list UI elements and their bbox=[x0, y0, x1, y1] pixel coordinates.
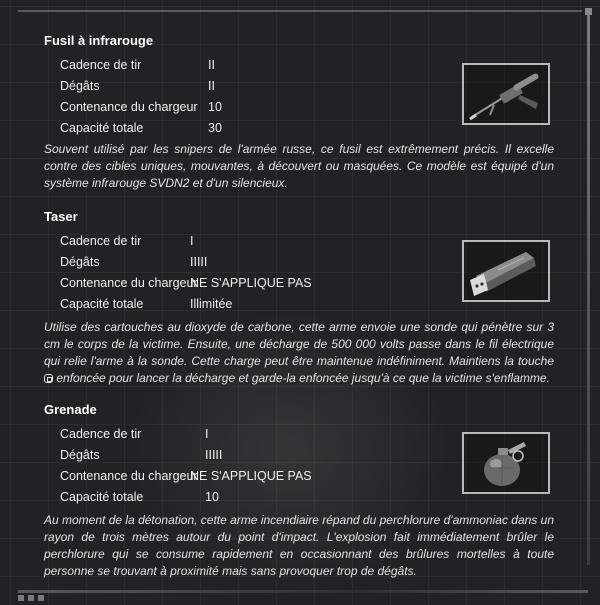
weapon-description: Souvent utilisé par les snipers de l'armée russe, ce fusil est extrêmement précis. Il excelle contre des cibles uniques, mouvantes, à découvert ou masquées. Ce modèle est équipé d'un système infrarouge SVDN2 et d'un silencieux. bbox=[44, 142, 554, 190]
weapon-title: Grenade bbox=[44, 402, 97, 417]
weapon-title: Taser bbox=[44, 209, 78, 224]
stat-label: Cadence de tir bbox=[60, 58, 142, 72]
stat-label: Capacité totale bbox=[60, 297, 144, 311]
frame-bottom-border bbox=[18, 590, 588, 593]
stat-value: NE S'APPLIQUE PAS bbox=[190, 469, 312, 483]
stat-label: Dégâts bbox=[60, 79, 100, 93]
stat-value: IIIII bbox=[205, 448, 223, 462]
stat-value: 30 bbox=[208, 121, 222, 135]
stat-label: Contenance du chargeur bbox=[60, 276, 198, 290]
weapon-image-frame bbox=[462, 63, 550, 125]
stat-value: NE S'APPLIQUE PAS bbox=[190, 276, 312, 290]
description-text-before: Utilise des cartouches au dioxyde de carbone, cette arme envoie une sonde qui pénètre sur 3 cm le corps de la victime. Ensuite, une décharge de 500 000 volts passe dans le fil électrique qui relie l'arme à la sonde. Cette charge peut être maintenue indéfiniment. Maintiens la touche bbox=[44, 320, 554, 368]
taser-icon bbox=[464, 242, 548, 300]
weapon-description: Au moment de la détonation, cette arme incendiaire répand du perchlorure d'ammoniac dans un rayon de trois mètres autour du point d'impact. L'explosion fait immédiatement brûler le perchlorure qui se consume rapidement en occasionnant des brûlures mortelles à toute personne se trouvant à proximité mais sans provoquer trop de dégâts. bbox=[44, 513, 554, 578]
stat-value: I bbox=[205, 427, 209, 441]
frame-right-border bbox=[587, 10, 590, 565]
weapon-title: Fusil à infrarouge bbox=[44, 33, 154, 48]
stat-label: Cadence de tir bbox=[60, 427, 142, 441]
stat-value: Illimitée bbox=[190, 297, 233, 311]
square-button-icon bbox=[44, 374, 53, 383]
frame-pips bbox=[18, 595, 44, 601]
stat-value: 10 bbox=[205, 490, 219, 504]
stat-value: II bbox=[208, 58, 215, 72]
weapon-image-frame bbox=[462, 432, 550, 494]
stat-label: Capacité totale bbox=[60, 121, 144, 135]
grenade-icon bbox=[464, 434, 548, 492]
stat-value: I bbox=[190, 234, 194, 248]
description-text-after: enfoncée pour lancer la décharge et garde-la enfoncée jusqu'à ce que la victime s'enflamme. bbox=[56, 371, 550, 385]
stat-value: 10 bbox=[208, 100, 222, 114]
stat-value: II bbox=[208, 79, 215, 93]
weapon-image-frame bbox=[462, 240, 550, 302]
sniper-rifle-icon bbox=[464, 65, 548, 123]
stat-label: Cadence de tir bbox=[60, 234, 142, 248]
frame-top-border bbox=[18, 10, 582, 12]
stat-label: Dégâts bbox=[60, 448, 100, 462]
stat-label: Contenance du chargeur bbox=[60, 100, 198, 114]
stat-label: Contenance du chargeur bbox=[60, 469, 198, 483]
stat-value: IIIII bbox=[190, 255, 208, 269]
frame-corner bbox=[585, 8, 592, 15]
weapon-description bbox=[44, 319, 554, 387]
stat-label: Dégâts bbox=[60, 255, 100, 269]
stat-label: Capacité totale bbox=[60, 490, 144, 504]
